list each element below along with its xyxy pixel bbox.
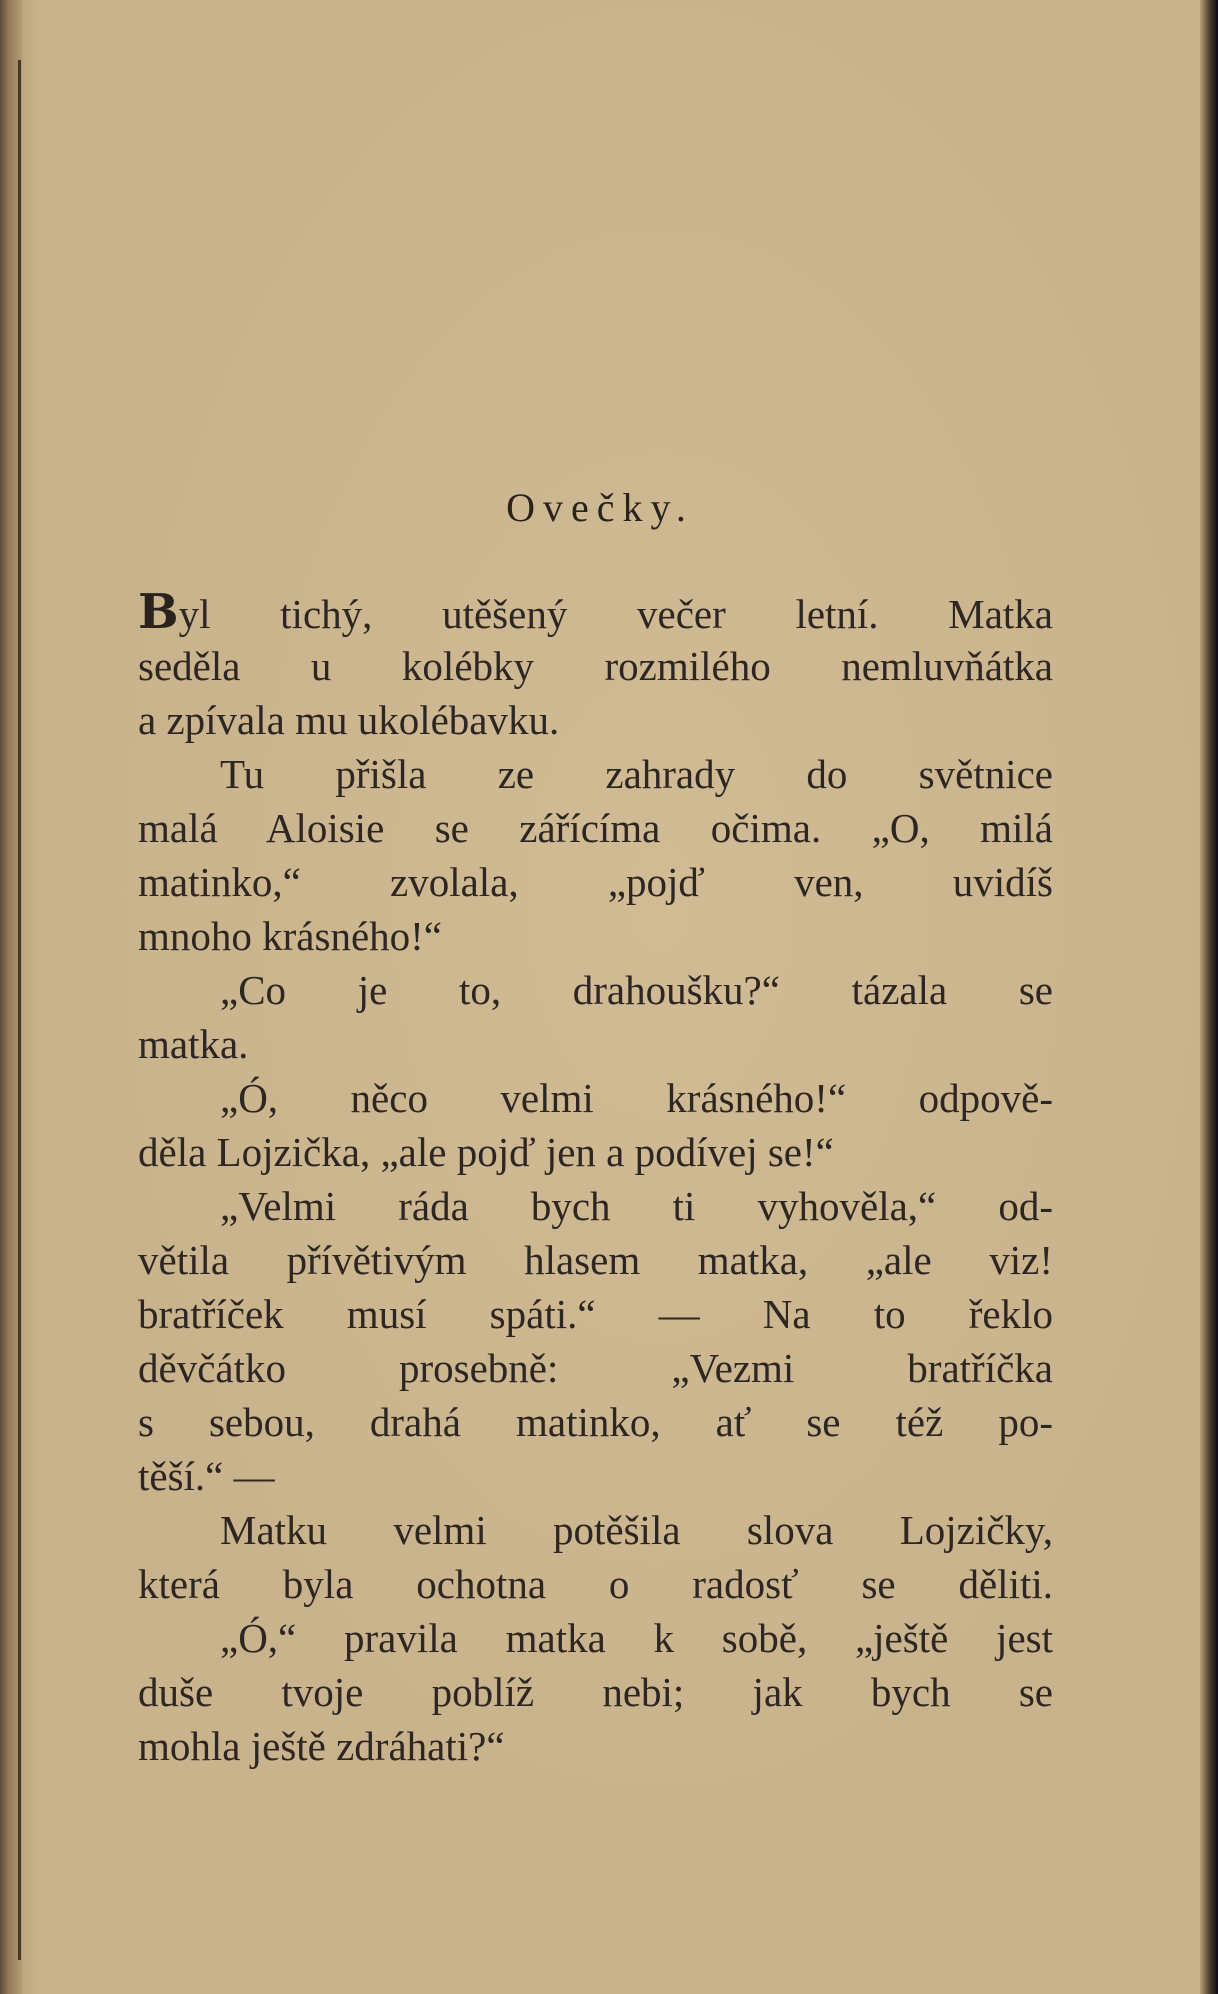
text-line (138, 1557, 1053, 1611)
text-line (138, 1125, 1053, 1179)
text-line (138, 1341, 1053, 1395)
text-line (138, 747, 1053, 801)
text-line-content: „Ó, něco velmi krásného!“ odpově- (220, 1075, 1053, 1121)
text-line (138, 1395, 1053, 1449)
text-line-content: matinko,“ zvolala, „pojď ven, uvidíš (138, 859, 1053, 905)
text-line (138, 1179, 1053, 1233)
text-line (138, 1719, 1053, 1773)
text-line (138, 1611, 1053, 1665)
text-line-content: děvčátko prosebně: „Vezmi bratříčka (138, 1345, 1053, 1391)
text-line (138, 585, 1053, 639)
text-line (138, 1017, 1053, 1071)
text-line-content: duše tvoje poblíž nebi; jak bych se (138, 1669, 1053, 1715)
text-line-content: a zpívala mu ukolébavku. (138, 697, 560, 743)
text-line-content: těší.“ — (138, 1453, 275, 1499)
text-line (138, 1071, 1053, 1125)
text-line (138, 1233, 1053, 1287)
text-line-content: která byla ochotna o radosť se děliti. (138, 1561, 1053, 1607)
text-line-content: Tu přišla ze zahrady do světnice (220, 751, 1053, 797)
text-line-content: „Ó,“ pravila matka k sobě, „ještě jest (220, 1615, 1053, 1661)
text-line-content: malá Aloisie se zářícíma očima. „O, milá (138, 805, 1053, 851)
text-line-content: Matku velmi potěšila slova Lojzičky, (220, 1507, 1053, 1553)
text-line-content: větila přívětivým hlasem matka, „ale viz! (138, 1237, 1053, 1283)
text-line (138, 1449, 1053, 1503)
page-right-edge (1200, 0, 1218, 1994)
binding-shadow-line (18, 60, 21, 1960)
text-line-content: mohla ještě zdráhati?“ (138, 1723, 505, 1769)
text-line-content: „Co je to, drahoušku?“ tázala se (220, 967, 1053, 1013)
page-title: Ovečky. (506, 485, 694, 530)
text-line-content: yl tichý, utěšený večer letní. Matka (178, 591, 1053, 637)
text-line-content: matka. (138, 1021, 249, 1067)
body-text (138, 585, 1053, 1773)
text-line-content: „Velmi ráda bych ti vyhověla,“ od- (220, 1183, 1053, 1229)
text-line (138, 1503, 1053, 1557)
text-line (138, 639, 1053, 693)
text-line-content: mnoho krásného!“ (138, 913, 442, 959)
text-line (138, 1665, 1053, 1719)
text-line (138, 693, 1053, 747)
text-line (138, 1287, 1053, 1341)
text-line (138, 801, 1053, 855)
text-line (138, 909, 1053, 963)
text-line-content: děla Lojzička, „ale pojď jen a podívej se!“ (138, 1129, 834, 1175)
text-line-content: bratříček musí spáti.“ — Na to řeklo (138, 1291, 1053, 1337)
text-line (138, 963, 1053, 1017)
text-line (138, 855, 1053, 909)
text-line-content: seděla u kolébky rozmilého nemluvňátka (138, 643, 1053, 689)
drop-cap: B (138, 584, 179, 640)
text-line-content: s sebou, drahá matinko, ať se též po- (138, 1399, 1053, 1445)
